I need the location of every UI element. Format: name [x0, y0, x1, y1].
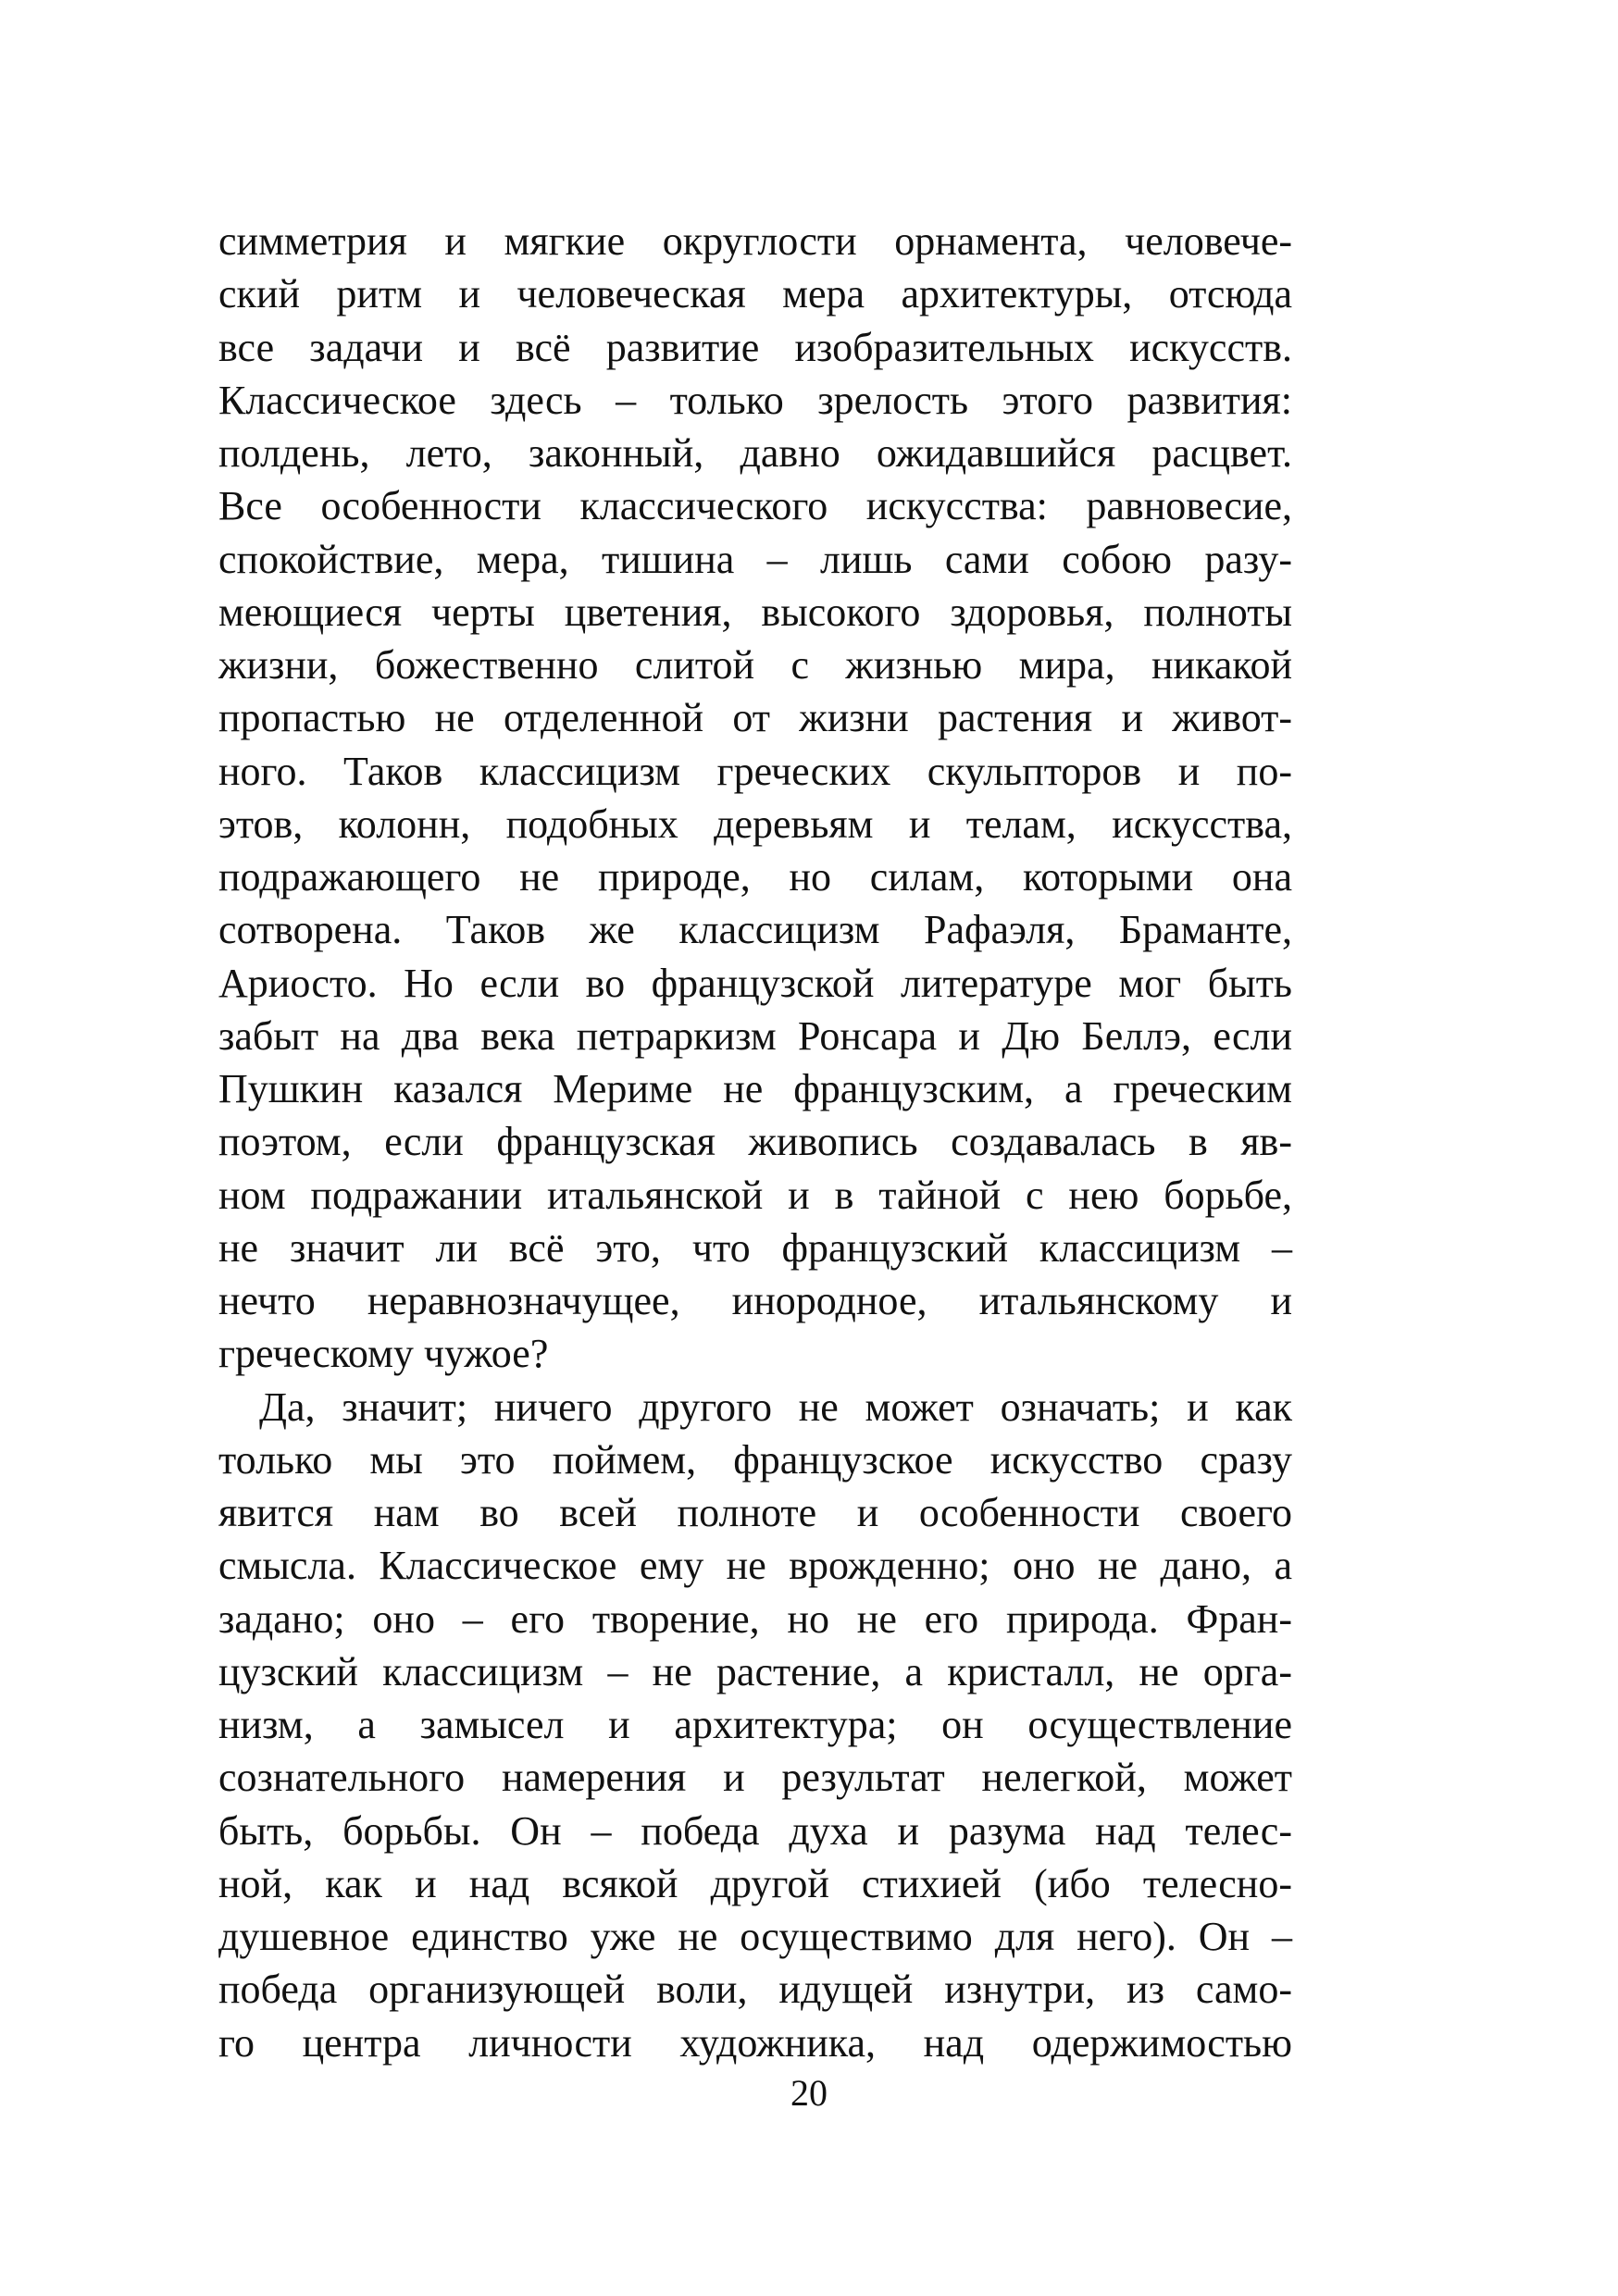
text-line: Да, значит; ничего другого не может означать; и как	[259, 1384, 1292, 1430]
text-line: поэтом, если французская живопись создавалась в яв-	[218, 1119, 1292, 1165]
text-line: симметрия и мягкие округлости орнамента, человече-	[218, 218, 1292, 264]
text-line: задано; оно – его творение, но не его природа. Фран-	[218, 1595, 1292, 1642]
text-line: Классическое здесь – только зрелость этого развития:	[218, 377, 1292, 423]
text-line: сознательного намерения и результат нелегкой, может	[218, 1755, 1292, 1801]
body-text	[218, 215, 1292, 2069]
text-line: ном подражании итальянской и в тайной с нею борьбе,	[218, 1172, 1292, 1218]
paragraph-2	[218, 1381, 1292, 2069]
text-line: нечто неравнозначущее, инородное, итальянскому и	[218, 1278, 1292, 1323]
text-line: Ариосто. Но если во французской литературе мог быть	[218, 960, 1292, 1006]
text-line: забыт на два века петраркизм Ронсара и Дю Беллэ, если	[218, 1012, 1292, 1059]
text-line: ский ритм и человеческая мера архитектуры, отсюда	[218, 271, 1292, 317]
text-line: не значит ли всё это, что французский классицизм –	[218, 1224, 1292, 1271]
text-line: спокойствие, мера, тишина – лишь сами собою разу-	[218, 536, 1292, 582]
text-line: Все особенности классического искусства: равновесие,	[218, 483, 1292, 529]
text-line: полдень, лето, законный, давно ожидавшийся расцвет.	[218, 430, 1292, 476]
text-line: го центра личности художника, над одержимостью	[218, 2019, 1292, 2066]
text-line: смысла. Классическое ему не врожденно; оно не дано, а	[218, 1543, 1292, 1589]
text-line: явится нам во всей полноте и особенности своего	[218, 1490, 1292, 1535]
paragraph-1	[218, 215, 1292, 1381]
text-line: сотворена. Таков же классицизм Рафаэля, Браманте,	[218, 907, 1292, 953]
text-line: цузский классицизм – не растение, а кристалл, не орга-	[218, 1648, 1292, 1694]
text-line: меющиеся черты цветения, высокого здоровья, полноты	[218, 589, 1292, 635]
text-line: все задачи и всё развитие изобразительных искусств.	[218, 324, 1292, 370]
text-line: пропастью не отделенной от жизни растения и живот-	[218, 695, 1292, 741]
text-line: этов, колонн, подобных деревьям и телам, искусства,	[218, 800, 1292, 847]
text-line: греческому чужое?	[218, 1331, 549, 1377]
text-line: Пушкин казался Мериме не французским, а греческим	[218, 1066, 1292, 1111]
page-number: 20	[790, 2072, 828, 2114]
text-line: низм, а замысел и архитектура; он осуществление	[218, 1702, 1292, 1747]
text-line: быть, борьбы. Он – победа духа и разума над телес-	[218, 1807, 1292, 1854]
text-line: жизни, божественно слитой с жизнью мира, никакой	[218, 642, 1292, 688]
text-line: только мы это поймем, французское искусство сразу	[218, 1436, 1292, 1483]
text-line: победа организующей воли, идущей изнутри, из само-	[218, 1967, 1292, 2013]
text-line: душевное единство уже не осуществимо для него). Он –	[218, 1914, 1292, 1959]
text-line: ной, как и над всякой другой стихией (ибо телесно-	[218, 1860, 1292, 1906]
text-line: ного. Таков классицизм греческих скульпторов и по-	[218, 748, 1292, 794]
text-line: подражающего не природе, но силам, которыми она	[218, 854, 1292, 900]
